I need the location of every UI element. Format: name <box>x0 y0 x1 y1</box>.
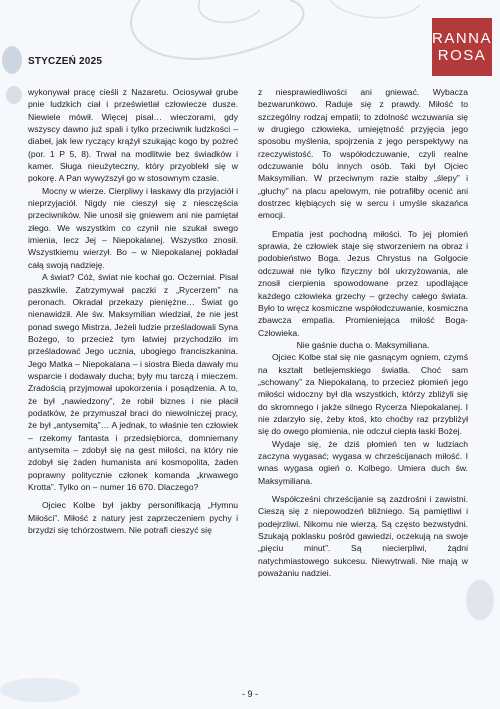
paragraph: Współcześni chrześcijanie są zazdrośni i zawistni. Cieszą się z niepowodzeń bliźniego. Są pamiętliwi i podejrzliwi. Nikomu nie wierzą. Są często bezwstydni. Szukają poklasku pośród gawiedzi, oczekują na swoje „pięciu minut”. Są niecierpliwi, żądni natychmiastowego sukcesu. Niewytrwali. Nie mają w poważaniu nadziei. <box>258 494 468 579</box>
left-column <box>28 86 238 536</box>
paragraph: Ojciec Kolbe stał się nie gasnącym ogniem, czymś na kształt betlejemskiego światła. Choć sam „schowany” za Niepokalaną, to przecież płomień jego miłości widoczny był dla wszystkich, którzy zbliżyli się do skromnego i jakże silnego Rycerza Niepokalanej. I nie zdarzyło się, żeby ktoś, kto choćby raz przybliżył się do owego płomienia, nie odczuł ciepła łaski Bożej. <box>258 352 468 437</box>
paragraph: Ojciec Kolbe był jakby personifikacją „Hymnu Miłości”. Miłość z natury jest zaprzeczeniem pychy i brzydzi się tchórzostwem. Nie potrafi cieszyć się <box>28 500 238 536</box>
logo-line-2: ROSA <box>437 47 487 64</box>
paragraph: Mocny w wierze. Cierpliwy i łaskawy dla przyjaciół i nieprzyjaciół. Nigdy nie cieszył się z niesczęścia przeciwników. Nie unosił się gniewem ani nie pamiętał złego. We wszystkim co czynił nie szukał swego imienia, lecz Jej – Niepokalanej. Wszystko znosił. Wszystkiemu wierzył. Bo – w Niepokalanej pokładał całą swoją nadzieję. <box>28 185 238 270</box>
right-column <box>258 86 468 579</box>
paragraph: Wydaje się, że dziś płomień ten w ludziach zaczyna wygasać; wygasa w chrześcijanach miłość. I wnas wygasa ogień o. Kolbego. Umiera duch św. Maksymiliana. <box>258 438 468 486</box>
magazine-logo <box>432 18 492 76</box>
page-number: - 9 - <box>241 689 258 699</box>
paragraph: A świat? Cóż, świat nie kochał go. Oczerniał. Pisał paszkwile. Zatrzymywał paczki z „Rycerzem” na peronach. Okradał przekazy pieniężne… Świat go nienawidził. Ale św. Maksymilian wiedział, że nie jest ponad swego Mistrza. Jeżeli ludzie prześladowali Syna Bożego, to przecież tym łatwiej przychodziło im prześladować Jego ucznia, ubogiego franciszkanina. Jego Matka – Niepokalana – i siostra Bieda dawały mu wsparcie i dodawały ducha; były mu tarczą i mieczem. Zradością przyjmował upokorzenia i posądzenia. A to, że był „nawiedzony”, że robił biznes i nie płacił podatków, że przymuszał braci do niewolniczej pracy, że był „antysemitą”… A jednak, to właśnie ten człowiek – rzekomy fantasta i przedsiębiorca, domniemany antysemita – zdobył się na gest miłości, na który nie zdobył się żaden humanista ani kosmopolita, żaden poprawny politycznie członek komanda „krwawego Krotta”. Tylko on – numer 16 670. Dlaczego? <box>28 272 238 492</box>
paragraph: z niesprawiedliwości ani gniewać. Wybacza bezwarunkowo. Raduje się z prawdy. Miłość to szczególny rodzaj empatii; to zdolność wczuwania się w drugiego człowieka, umiejętność przyjęcia jego sposobu myślenia, spojrzenia z jego perspektywy na rzeczywistość. To współodczuwanie, czyli realne odczuwanie bólu innych osób. Taki był Ojciec Maksymilian. W przeciwnym razie stałby „ślepy” i „głuchy” na placu apelowym, nie potrafiłby ocenić ani dostrzec kłębiących się w sercu i umyśle skazańca emocji. <box>258 87 468 221</box>
logo-line-1: RANNA <box>432 30 493 47</box>
paragraph: wykonywał pracę cieśli z Nazaretu. Ociosywał grube pnie ludzkich ciał i prześwietlał człowiecze dusze. Niewiele mówił. Więcej pisał… wieczorami, gdy wszyscy dawno już spali i tylko przeciwnik ludzkości – diabeł, jak lew ryczący krążył szukając kogo by pożreć (por. 1 P 5, 8). Trwał na modlitwie bez świadków i kamer. Sługa nieużyteczny, który przyoblekł się w pokorę. A Pan wywyższył go w stosownym czasie. <box>28 87 238 184</box>
issue-date: STYCZEŃ 2025 <box>28 56 103 67</box>
paragraph: Empatia jest pochodną miłości. To jej płomień sprawia, że człowiek staje się stworzeniem na obraz i podobieństwo Boga. Jezus Chrystus na Golgocie odczuwał nie tylko fizyczny ból ukrzyżowania, ale znosił cierpienia spowodowane przez upodlające każdego człowieka grzechy – grzechy całego świata. Było to wręcz kosmiczne współodczuwanie, kosmiczna zbawcza empatia. Promieniejąca miłość Boga-Człowieka. <box>258 228 468 338</box>
paragraph: Nie gaśnie ducha o. Maksymiliana. <box>296 339 430 350</box>
